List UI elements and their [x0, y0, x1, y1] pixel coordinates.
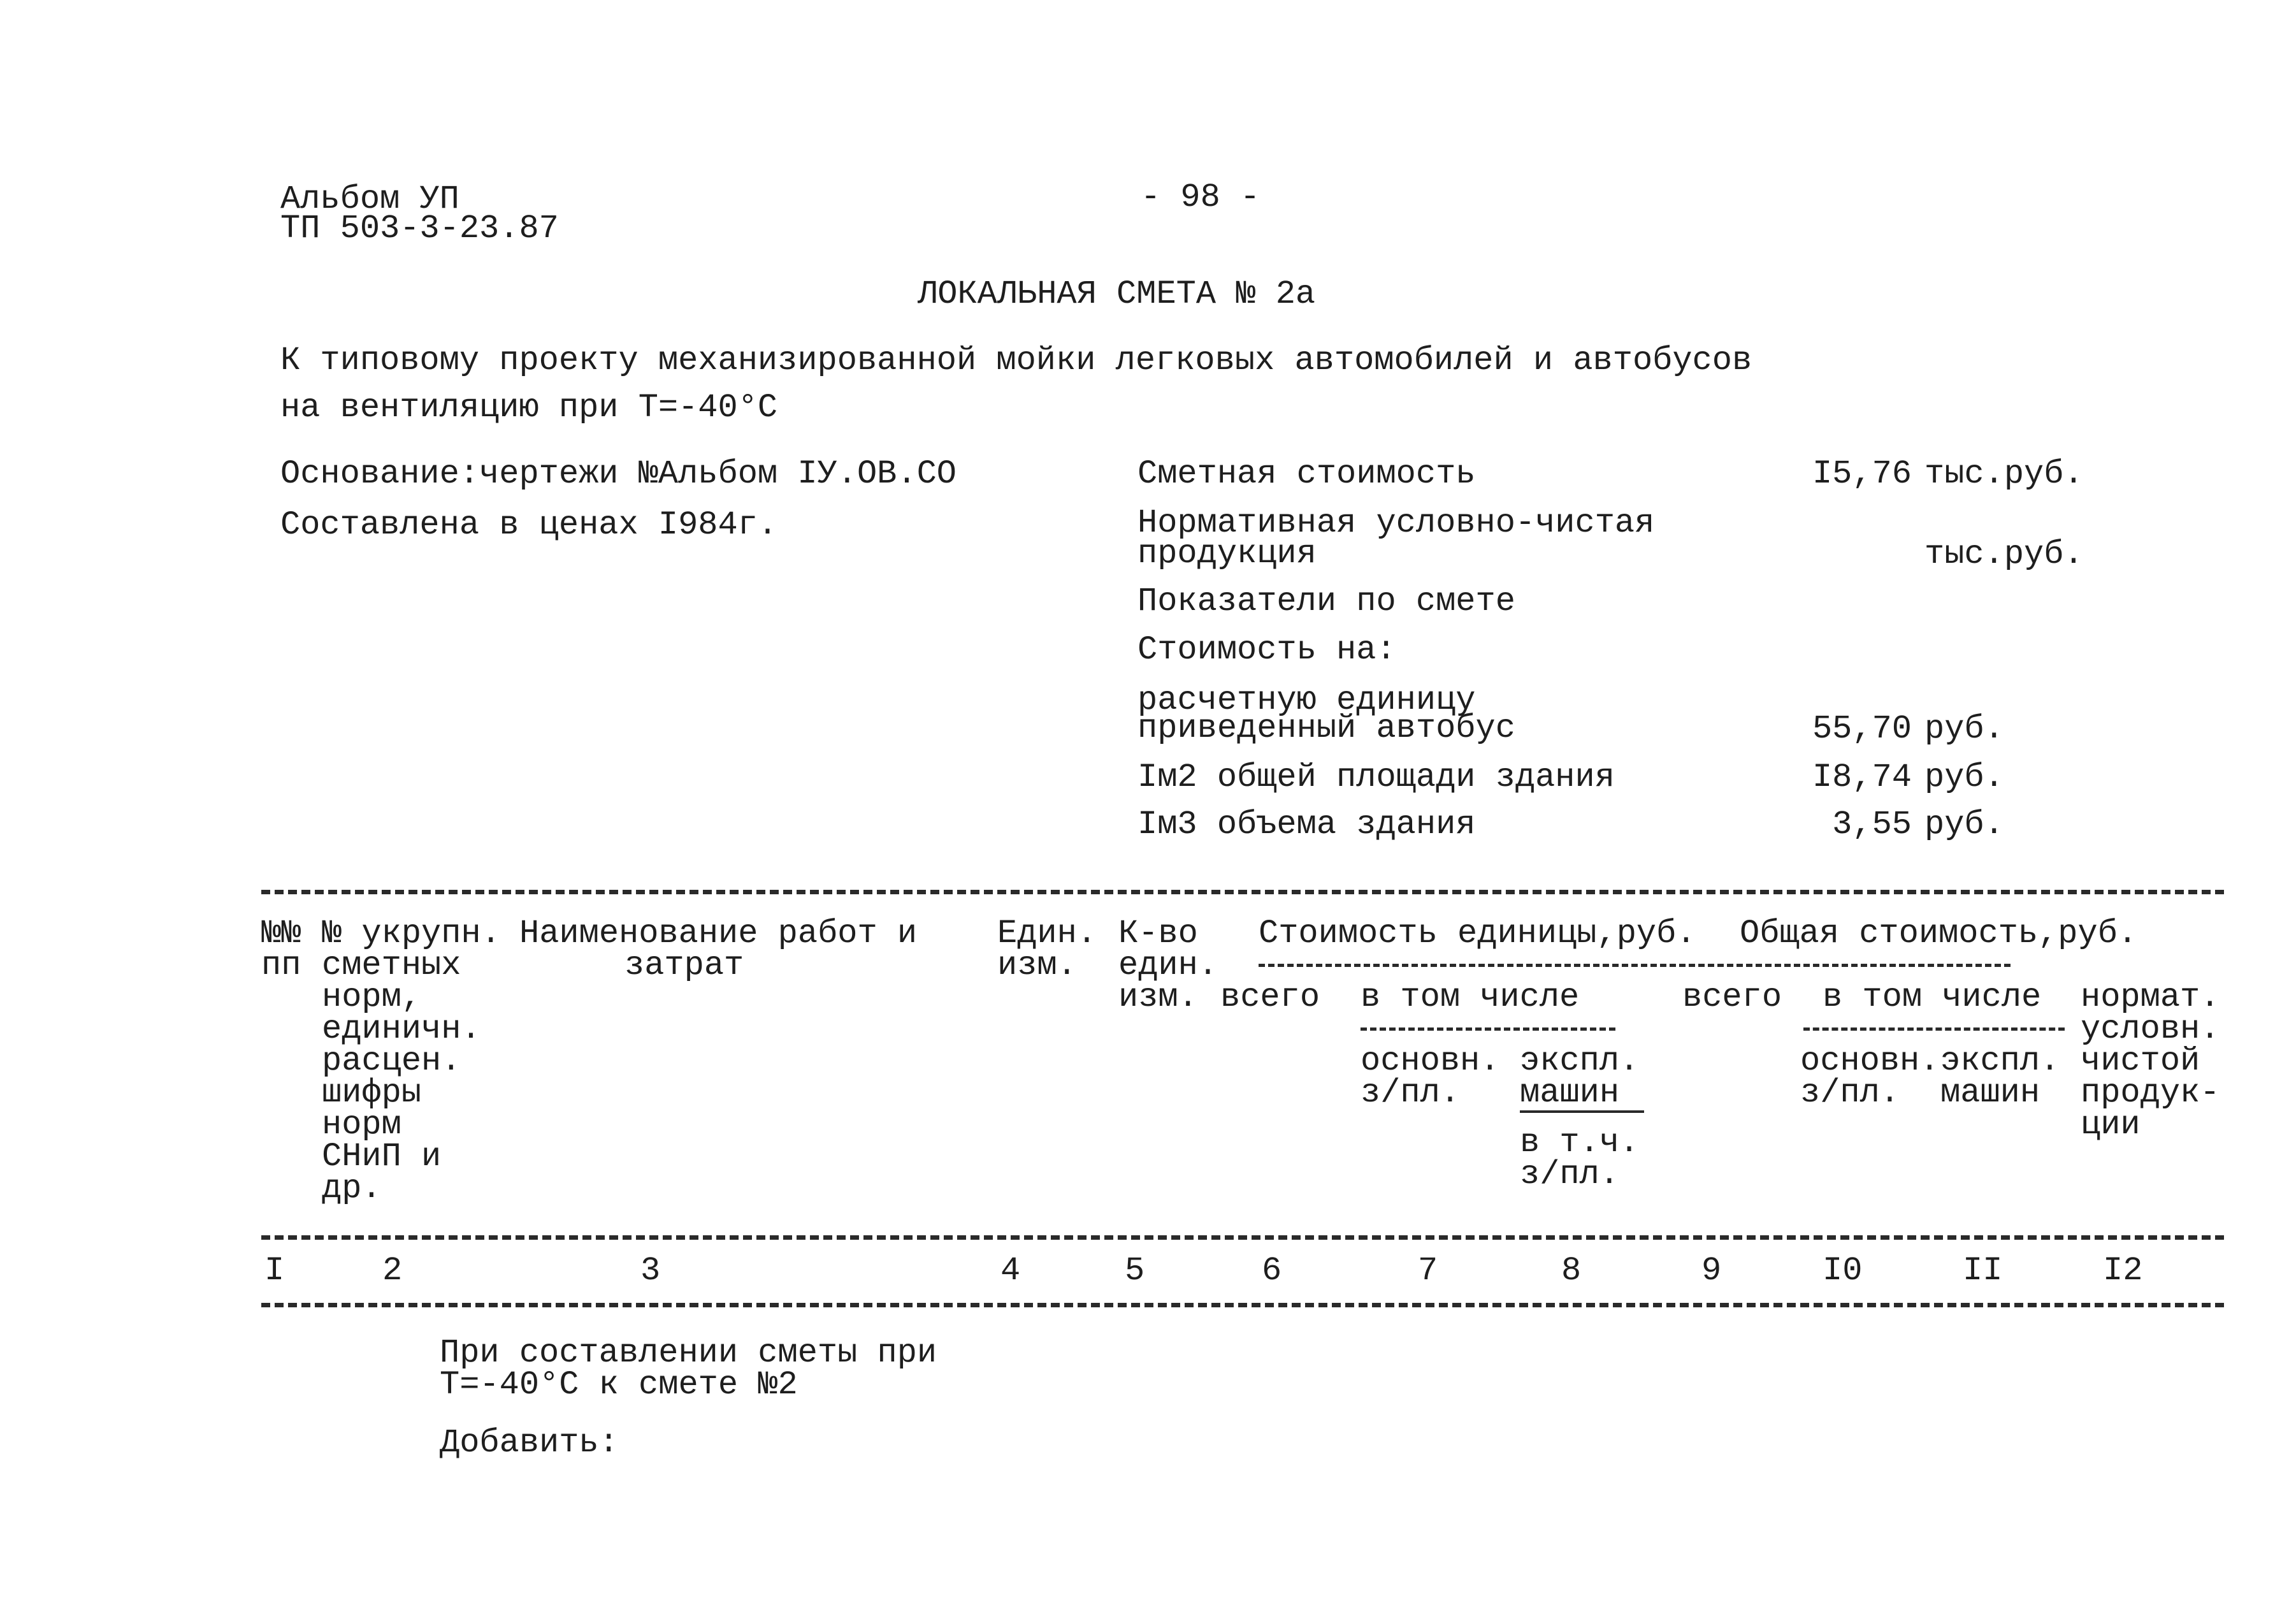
col5-header-line: К-во — [1118, 915, 1198, 952]
estimated-cost-value: I5,76 — [1812, 455, 1912, 493]
col2-header-line: шифры — [322, 1074, 422, 1112]
col7-header-line: основн. — [1361, 1042, 1500, 1080]
col10-header-line: з/пл. — [1800, 1074, 1900, 1112]
unit-label-2: приведенный автобус — [1137, 709, 1515, 747]
col2-header-line: № укрупн. — [322, 915, 501, 952]
document-title: ЛОКАЛЬНАЯ СМЕТА № 2а — [918, 275, 1316, 313]
m2-unit: руб. — [1924, 759, 2004, 796]
incl-header-2: в том числе — [1823, 978, 2042, 1016]
col1-header-line: пп — [261, 947, 301, 984]
col11-header-line: машин — [1940, 1074, 2040, 1112]
col2-header-line: сметных — [322, 947, 461, 984]
column-number: 3 — [640, 1252, 661, 1289]
table-top-divider — [261, 890, 2224, 894]
col6-header: всего — [1220, 978, 1320, 1016]
col11-header-line: экспл. — [1940, 1042, 2060, 1080]
indicators-label: Показатели по смете — [1137, 583, 1515, 620]
column-number: I0 — [1823, 1252, 1863, 1289]
col1-header-line: №№ — [261, 915, 301, 952]
col2-header-line: норм — [322, 1106, 401, 1143]
normative-label-1: Нормативная условно-чистая — [1137, 504, 1655, 542]
col2-header-line: расцен. — [322, 1042, 461, 1080]
column-number: 7 — [1418, 1252, 1438, 1289]
cost-on-label: Стоимость на: — [1137, 631, 1396, 669]
project-code: ТП 503-3-23.87 — [280, 210, 559, 247]
incl-rule-2 — [1803, 1027, 2065, 1031]
col4-header-line: изм. — [997, 947, 1077, 984]
col9-header: всего — [1682, 978, 1782, 1016]
normative-label-2: продукция — [1137, 535, 1317, 572]
column-number: 2 — [382, 1252, 403, 1289]
subtitle-line-2: на вентиляцию при T=-40°C — [280, 389, 778, 426]
col5-header-line: изм. — [1118, 978, 1198, 1016]
col8-header-line: в т.ч. — [1520, 1124, 1640, 1161]
unit-cost-group-rule — [1259, 964, 2011, 967]
col4-header-line: Един. — [997, 915, 1097, 952]
col8-header-line: з/пл. — [1520, 1156, 1620, 1193]
col5-header-line: един. — [1118, 947, 1218, 984]
estimated-cost-unit: тыс.руб. — [1924, 455, 2084, 493]
col12-header-line: нормат. — [2081, 978, 2220, 1016]
m3-label: Iм3 объема здания — [1137, 806, 1476, 843]
m2-label: Iм2 общей площади здания — [1137, 759, 1615, 796]
note-line-1: При составлении сметы при — [440, 1334, 937, 1372]
col2-header-line: др. — [322, 1170, 382, 1207]
col2-header-line: норм, — [322, 978, 422, 1016]
column-numbers-top-divider — [261, 1235, 2224, 1240]
m3-unit: руб. — [1924, 806, 2004, 843]
subtitle-line-1: К типовому проекту механизированной мойки легковых автомобилей и автобусов — [280, 342, 1752, 379]
col12-header-line: продук- — [2081, 1074, 2220, 1112]
unit-label-1: расчетную единицу — [1137, 681, 1476, 719]
machines-underline — [1520, 1110, 1644, 1113]
unit-value: 55,70 — [1812, 710, 1912, 748]
col8-header-line: экспл. — [1520, 1042, 1640, 1080]
incl-rule-1 — [1361, 1027, 1615, 1031]
column-number: 4 — [1000, 1252, 1021, 1289]
album-label: Альбом УП — [280, 180, 459, 218]
total-cost-group-header: Общая стоимость,руб. — [1740, 915, 2138, 952]
col7-header-line: з/пл. — [1361, 1074, 1461, 1112]
unit-cost-group-header: Стоимость единицы,руб. — [1259, 915, 1696, 952]
incl-header-1: в том числе — [1361, 978, 1580, 1016]
column-number: 8 — [1561, 1252, 1582, 1289]
column-number: I — [264, 1252, 285, 1289]
normative-unit: тыс.руб. — [1924, 535, 2084, 573]
col12-header-line: чистой — [2081, 1042, 2200, 1080]
col2-header-line: единичн. — [322, 1010, 481, 1048]
prices-text: Составлена в ценах I984г. — [280, 506, 778, 544]
basis-text: Основание:чертежи №Альбом IУ.ОВ.СО — [280, 455, 957, 493]
note-line-2: T=-40°C к смете №2 — [440, 1366, 798, 1404]
column-number: 5 — [1125, 1252, 1145, 1289]
col3-header-line: Наименование работ и — [519, 915, 918, 952]
unit-unit: руб. — [1924, 710, 2004, 748]
m3-value: 3,55 — [1832, 806, 1912, 843]
m2-value: I8,74 — [1812, 759, 1912, 796]
estimated-cost-label: Сметная стоимость — [1137, 455, 1476, 493]
column-number: I2 — [2103, 1252, 2143, 1289]
col2-header-line: СНиП и — [322, 1138, 442, 1175]
add-label: Добавить: — [440, 1424, 619, 1462]
column-numbers-bottom-divider — [261, 1303, 2224, 1307]
col12-header-line: ции — [2081, 1106, 2141, 1143]
col12-header-line: условн. — [2081, 1010, 2220, 1048]
page-number: - 98 - — [1141, 178, 1260, 216]
column-number: 6 — [1262, 1252, 1282, 1289]
column-number: 9 — [1701, 1252, 1722, 1289]
col8-header-line: машин — [1520, 1074, 1620, 1112]
col10-header-line: основн. — [1800, 1042, 1940, 1080]
col3-header-line: затрат — [625, 947, 744, 984]
column-number: II — [1963, 1252, 2003, 1289]
